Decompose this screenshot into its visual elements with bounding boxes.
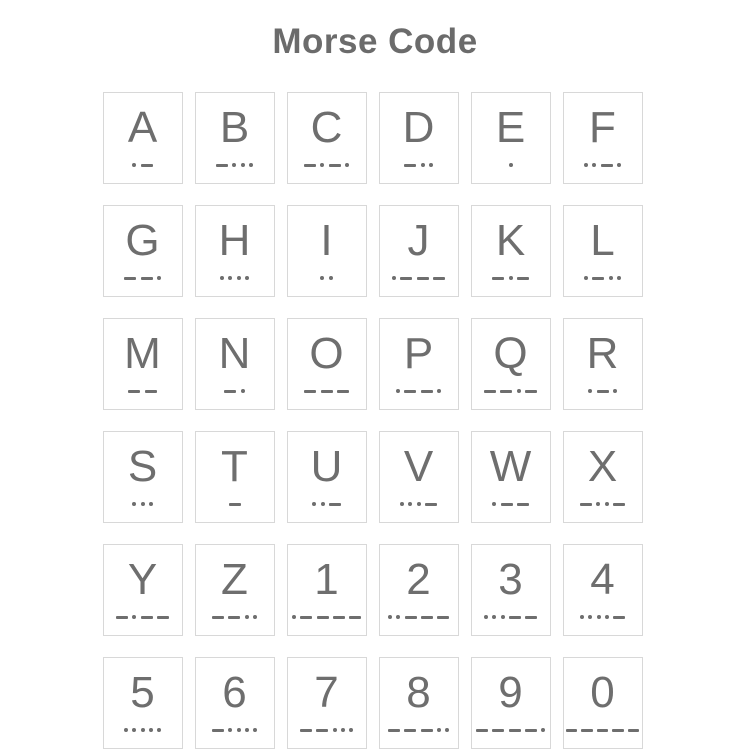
morse-character: Q [493,329,528,378]
morse-cell [379,205,459,297]
dash-icon [329,503,341,506]
dash-icon [421,616,433,619]
morse-code-symbols [564,612,642,622]
dot-icon [245,728,249,732]
morse-cell [195,318,275,410]
morse-cell [471,205,551,297]
dot-icon [149,502,153,506]
dash-icon [628,729,639,732]
morse-character: B [219,103,250,152]
morse-cell [103,318,183,410]
dot-icon [345,163,349,167]
dot-icon [501,615,505,619]
morse-character: 9 [498,668,523,717]
dot-icon [132,163,136,167]
dot-icon [241,389,245,393]
dash-icon [500,390,512,393]
page-title: Morse Code [272,22,478,61]
morse-code-symbols [104,612,182,622]
morse-cell [103,205,183,297]
dot-icon [249,163,253,167]
morse-character: H [218,216,251,265]
dash-icon [492,729,504,732]
dash-icon [484,390,496,393]
morse-cell [287,92,367,184]
dot-icon [320,163,324,167]
dot-icon [597,615,601,619]
dash-icon [476,729,488,732]
morse-code-grid [103,92,648,749]
morse-code-symbols [564,160,642,170]
morse-character: E [495,103,526,152]
dash-icon [321,390,333,393]
morse-code-symbols [288,725,366,735]
morse-code-symbols [564,386,642,396]
morse-character: 2 [406,555,431,604]
morse-character: I [320,216,333,265]
dot-icon [392,276,396,280]
dot-icon [580,615,584,619]
morse-code-symbols [380,612,458,622]
dot-icon [329,276,333,280]
morse-cell [563,205,643,297]
dot-icon [408,502,412,506]
morse-code-symbols [104,725,182,735]
morse-cell [287,205,367,297]
morse-code-symbols [564,499,642,509]
dash-icon [404,729,416,732]
dash-icon [216,164,228,167]
morse-code-symbols [104,499,182,509]
morse-character: Z [221,555,248,604]
dash-icon [388,729,400,732]
dash-icon [405,616,417,619]
dot-icon [245,276,249,280]
dash-icon [525,616,537,619]
morse-code-symbols [564,725,642,735]
morse-cell [287,431,367,523]
morse-character: 4 [590,555,615,604]
dot-icon [492,615,496,619]
morse-character: R [586,329,619,378]
morse-cell [379,544,459,636]
dash-icon [509,616,521,619]
dash-icon [128,390,140,393]
dot-icon [237,728,241,732]
dash-icon [601,164,613,167]
dot-icon [228,276,232,280]
dot-icon [541,728,545,732]
morse-code-symbols [380,160,458,170]
morse-cell [471,544,551,636]
dot-icon [321,502,325,506]
dot-icon [241,163,245,167]
morse-cell [287,657,367,749]
morse-character: J [407,216,430,265]
dot-icon [245,615,249,619]
morse-cell [103,431,183,523]
dot-icon [253,615,257,619]
dot-icon [588,615,592,619]
morse-cell [563,544,643,636]
morse-cell [287,318,367,410]
morse-code-symbols [196,386,274,396]
dash-icon [612,729,623,732]
morse-character: Y [127,555,158,604]
morse-character: N [218,329,251,378]
dot-icon [141,728,145,732]
morse-code-symbols [472,386,550,396]
dot-icon [228,728,232,732]
dash-icon [145,390,157,393]
morse-code-symbols [472,725,550,735]
dash-icon [613,616,625,619]
morse-character: V [403,442,434,491]
dash-icon [157,616,169,619]
morse-code-symbols [380,386,458,396]
dot-icon [349,728,353,732]
morse-character: M [124,329,161,378]
morse-code-symbols [380,725,458,735]
morse-character: 6 [222,668,247,717]
dash-icon [212,616,224,619]
morse-character: 1 [314,555,339,604]
dash-icon [566,729,577,732]
dash-icon [304,164,316,167]
morse-cell [195,431,275,523]
dash-icon [316,729,328,732]
dash-icon [613,503,625,506]
dash-icon [300,729,312,732]
dot-icon [617,276,621,280]
dash-icon [141,277,153,280]
morse-character: U [310,442,343,491]
dot-icon [592,163,596,167]
morse-cell [471,431,551,523]
morse-code-symbols [288,386,366,396]
dash-icon [592,277,604,280]
dot-icon [596,502,600,506]
dot-icon [417,502,421,506]
morse-code-symbols [196,725,274,735]
dash-icon [433,277,445,280]
dash-icon [501,503,513,506]
dot-icon [132,502,136,506]
morse-cell [563,92,643,184]
dash-icon [421,729,433,732]
morse-code-symbols [288,273,366,283]
morse-character: F [589,103,616,152]
morse-code-symbols [472,499,550,509]
dash-icon [509,729,521,732]
dot-icon [437,389,441,393]
morse-code-symbols [288,499,366,509]
dash-icon [404,390,416,393]
dash-icon [124,277,136,280]
dot-icon [396,389,400,393]
dot-icon [341,728,345,732]
dash-icon [337,390,349,393]
morse-character: G [125,216,160,265]
dot-icon [492,502,496,506]
dash-icon [404,164,416,167]
dot-icon [605,502,609,506]
dot-icon [220,276,224,280]
morse-code-symbols [288,160,366,170]
morse-character: 0 [590,668,615,717]
morse-character: C [310,103,343,152]
morse-cell [195,92,275,184]
morse-cell [287,544,367,636]
morse-cell [563,657,643,749]
dot-icon [609,276,613,280]
morse-code-symbols [472,612,550,622]
morse-cell [471,318,551,410]
dot-icon [445,728,449,732]
morse-character: T [221,442,248,491]
morse-character: P [403,329,434,378]
dot-icon [253,728,257,732]
dash-icon [116,616,128,619]
dash-icon [597,390,609,393]
morse-character: 3 [498,555,523,604]
morse-character: K [495,216,526,265]
dash-icon [224,390,236,393]
dash-icon [425,503,437,506]
dot-icon [157,728,161,732]
dot-icon [588,389,592,393]
dot-icon [141,502,145,506]
morse-character: X [587,442,618,491]
dash-icon [229,503,241,506]
morse-code-symbols [564,273,642,283]
morse-cell [103,657,183,749]
morse-code-symbols [380,273,458,283]
morse-code-symbols [104,386,182,396]
dot-icon [509,276,513,280]
dot-icon [237,276,241,280]
morse-character: O [309,329,344,378]
dot-icon [232,163,236,167]
dash-icon [300,616,312,619]
morse-character: D [402,103,435,152]
morse-character: 7 [314,668,339,717]
morse-cell [195,205,275,297]
dot-icon [292,615,296,619]
dash-icon [304,390,316,393]
morse-code-symbols [288,612,366,622]
dot-icon [388,615,392,619]
dash-icon [437,616,449,619]
dash-icon [492,277,504,280]
dash-icon [581,729,592,732]
dot-icon [400,502,404,506]
dash-icon [317,616,329,619]
dash-icon [417,277,429,280]
dot-icon [421,163,425,167]
dash-icon [228,616,240,619]
morse-code-symbols [104,160,182,170]
morse-cell [563,431,643,523]
dash-icon [525,729,537,732]
dash-icon [141,164,153,167]
dot-icon [320,276,324,280]
morse-code-symbols [104,273,182,283]
morse-code-symbols [472,273,550,283]
morse-code-symbols [196,160,274,170]
dash-icon [517,277,529,280]
dot-icon [429,163,433,167]
morse-cell [379,318,459,410]
morse-cell [195,544,275,636]
dot-icon [484,615,488,619]
dash-icon [349,616,361,619]
morse-cell [103,92,183,184]
dot-icon [605,615,609,619]
morse-cell [563,318,643,410]
morse-character: 8 [406,668,431,717]
dash-icon [597,729,608,732]
dot-icon [584,163,588,167]
morse-cell [379,431,459,523]
dash-icon [212,729,224,732]
dot-icon [584,276,588,280]
morse-cell [103,544,183,636]
dash-icon [421,390,433,393]
morse-character: W [489,442,532,491]
morse-character: S [127,442,158,491]
morse-cell [471,657,551,749]
dash-icon [517,503,529,506]
dot-icon [509,163,513,167]
morse-character: L [590,216,615,265]
morse-cell [195,657,275,749]
dot-icon [437,728,441,732]
morse-character: 5 [130,668,155,717]
morse-cell [471,92,551,184]
dot-icon [517,389,521,393]
dash-icon [400,277,412,280]
morse-code-symbols [380,499,458,509]
dot-icon [396,615,400,619]
morse-code-symbols [196,612,274,622]
morse-character: A [127,103,158,152]
dash-icon [333,616,345,619]
morse-code-symbols [196,273,274,283]
dot-icon [132,615,136,619]
morse-cell [379,92,459,184]
dot-icon [333,728,337,732]
dash-icon [580,503,592,506]
dash-icon [141,616,153,619]
dot-icon [124,728,128,732]
dot-icon [132,728,136,732]
morse-code-symbols [196,499,274,509]
morse-code-symbols [472,160,550,170]
dot-icon [617,163,621,167]
dot-icon [312,502,316,506]
morse-cell [379,657,459,749]
dot-icon [613,389,617,393]
dash-icon [525,390,537,393]
dot-icon [149,728,153,732]
dot-icon [157,276,161,280]
dash-icon [329,164,341,167]
